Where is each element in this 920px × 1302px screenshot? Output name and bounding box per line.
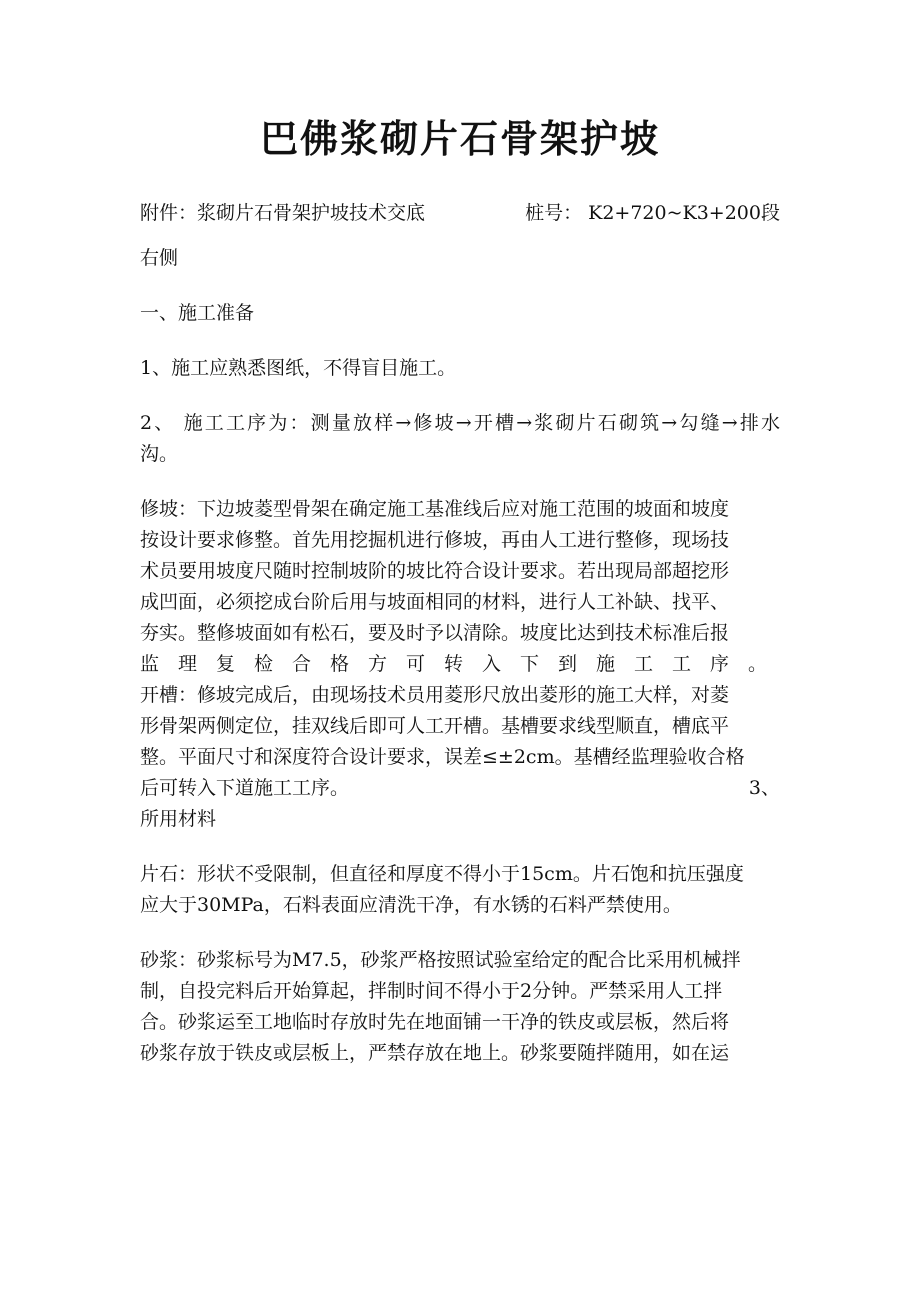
paragraph-line: 整。平面尺寸和深度符合设计要求，误差≤±2cm。基槽经监理验收合格	[140, 746, 745, 768]
pianshi-paragraph	[140, 859, 780, 921]
paragraph-line: 监理复检合格方可转入下到施工工序。	[140, 653, 787, 675]
paragraph-line: 开槽：修坡完成后，由现场技术员用菱形尺放出菱形的施工大样，对菱	[140, 684, 730, 706]
item3-number: 3、	[748, 777, 780, 799]
station-label: 桩号： K2+720~K3+200段	[525, 202, 780, 224]
document-body	[140, 198, 787, 1069]
paragraph-line: 砂浆：砂浆标号为M7.5，砂浆严格按照试验室给定的配合比采用机械拌	[140, 949, 741, 971]
paragraph-line: 术员要用坡度尺随时控制坡阶的坡比符合设计要求。若出现局部超挖形	[140, 560, 730, 582]
kaicao-last-row	[140, 773, 780, 804]
document-title: 巴佛浆砌片石骨架护坡	[259, 117, 660, 161]
item1-text: 1、施工应熟悉图纸，不得盲目施工。	[140, 357, 457, 379]
paragraph-line: 应大于30MPa，石料表面应清洗干净，有水锈的石料严禁使用。	[140, 894, 682, 916]
xiupo-paragraph	[140, 494, 787, 680]
paragraph-line: 修坡：下边坡菱型骨架在确定施工基准线后应对施工范围的坡面和坡度	[140, 498, 730, 520]
paragraph-line: 砂浆存放于铁皮或层板上，严禁存放在地上。砂浆要随拌随用，如在运	[140, 1042, 730, 1064]
paragraph-line: 合。砂浆运至工地临时存放时先在地面铺一干净的铁皮或层板，然后将	[140, 1011, 730, 1033]
item3-text: 所用材料	[140, 808, 217, 830]
shajiang-paragraph	[140, 945, 780, 1069]
paragraph-line: 夯实。整修坡面如有松石，要及时予以清除。坡度比达到技术标准后报	[140, 622, 730, 644]
item2-line1: 2、 施工工序为：测量放样→修坡→开槽→浆砌片石砌筑→勾缝→排水	[140, 412, 780, 434]
attachment-label: 附件：浆砌片石骨架护坡技术交底	[140, 202, 426, 224]
paragraph-line: 成凹面，必须挖成台阶后用与坡面相同的材料，进行人工补缺、找平、	[140, 591, 730, 613]
paragraph-line: 制，自投完料后开始算起，拌制时间不得小于2分钟。严禁采用人工拌	[140, 980, 723, 1002]
kaicao-paragraph	[140, 680, 780, 804]
item2-line2: 沟。	[140, 443, 179, 465]
section1-heading: 一、施工准备	[140, 302, 255, 324]
attachment-row	[140, 198, 780, 229]
paragraph-line: 片石：形状不受限制，但直径和厚度不得小于15cm。片石饱和抗压强度	[140, 863, 744, 885]
paragraph-line: 形骨架两侧定位，挂双线后即可人工开槽。基槽要求线型顺直，槽底平	[140, 715, 730, 737]
paragraph-line: 按设计要求修整。首先用挖掘机进行修坡，再由人工进行整修，现场技	[140, 529, 730, 551]
station-side: 右侧	[140, 247, 179, 269]
paragraph-line: 后可转入下道施工工序。	[140, 777, 350, 799]
